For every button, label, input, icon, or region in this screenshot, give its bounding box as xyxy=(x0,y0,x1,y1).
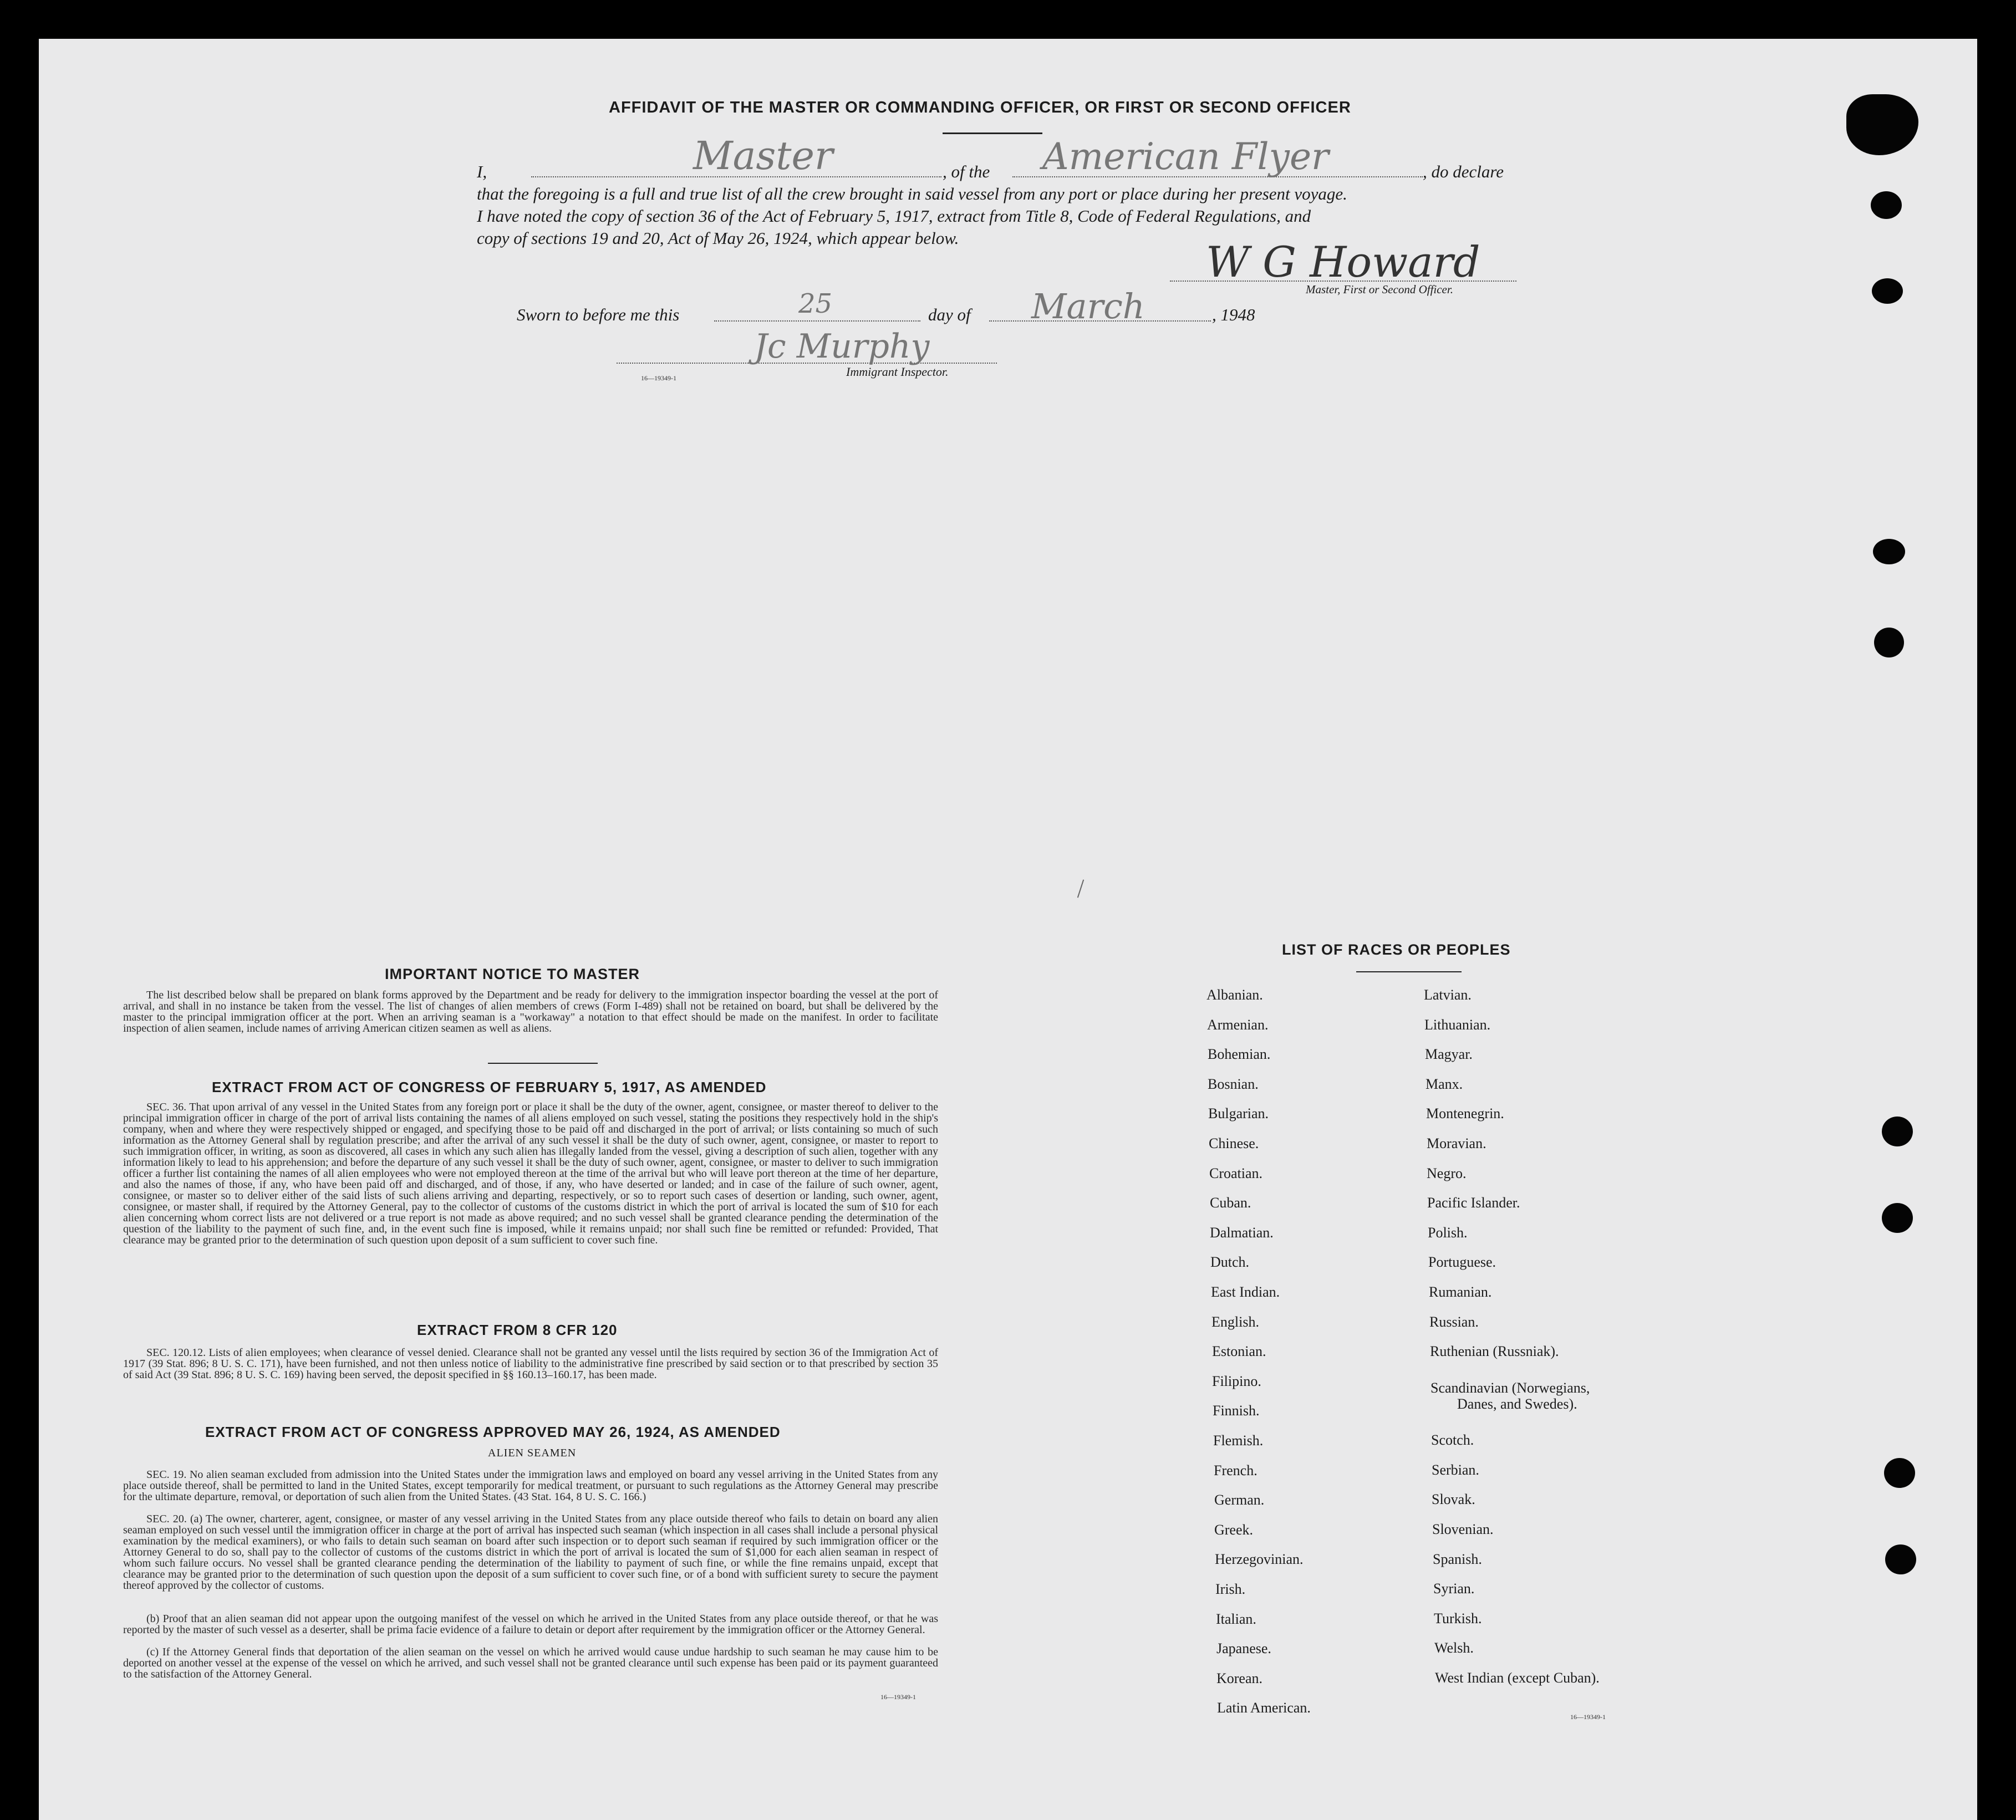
race-item: Bulgarian. xyxy=(1208,1105,1269,1122)
extract-cfr-text: SEC. 120.12. Lists of alien employees; when clearance of vessel denied. Clearance shall not be granted any vessel until the lists required by section 36 of the Immigration Act of 1917 (39 Stat. 896; 8 U. S. C. 171), have been furnished, and not then unless notice of liability to the administrative fine prescribed by said section or to that prescribed by section 35 of said Act (39 Stat. 896; 8 U. S. C. 169) having been served, the deposit specified in §§ 160.13–160.17, has been made. xyxy=(123,1347,938,1381)
race-item: Montenegrin. xyxy=(1426,1105,1504,1122)
race-item: Bosnian. xyxy=(1208,1075,1259,1092)
extract-1917-text: SEC. 36. That upon arrival of any vessel in the United States from any foreign port or place it shall be the duty of the owner, agent, consignee, or master thereof to deliver to the principal immigration officer in charge of the port of arrival lists containing the names of all aliens employed on such vessel, stating the positions they respectively hold in the ship's company, when and where they were respectively shipped or engaged, and specifying those to be paid off and discharged in the port of arrival; or lists containing so much of such information as the Attorney General shall by regulation prescribe; and after the arrival of any such vessel it shall be the duty of such owner, agent, consignee, or master to report to such immigration officer, in writing, as soon as discovered, all cases in which any such alien has illegally landed from the vessel, giving a description of such alien, together with any information likely to lead to his apprehension; and before the departure of any such vessel it shall be the duty of such owner, agent, consignee, or master to deliver to such immigration officer a further list containing the names of all alien employees who were not employed thereon at the time of the arrival but who will leave port thereon at the time of her departure, and also the names of those, if any, who have been paid off and discharged, and of those, if any, who have deserted or landed; and in case of the failure of such owner, agent, consignee, or master so to deliver either of the said lists of such aliens arriving and departing, respectively, or so to report such cases of desertion or landing, such owner, agent, consignee, or master shall, if required by the Attorney General, pay to the collector of customs of the customs district in which the port of arrival is located the sum of $10 for each alien concerning whom correct lists are not delivered or a true report is not made as above required; and no such vessel shall be granted clearance pending the determination of the question of the liability to the payment of such fine, and, in the event such fine is imposed, while it remains unpaid; nor shall such fine be remitted or refunded: Provided, That clearance may be granted prior to the determination of such question upon deposit of a sum sufficient to cover such fine. xyxy=(123,1101,938,1246)
race-item: Herzegovinian. xyxy=(1215,1551,1304,1568)
extract-1924-title: EXTRACT FROM ACT OF CONGRESS APPROVED MAY 26, 1924, AS AMENDED xyxy=(205,1424,781,1440)
day-line xyxy=(714,320,920,322)
affidavit-of-the: , of the xyxy=(943,162,990,181)
races-divider xyxy=(1356,971,1462,972)
race-item: Danes, and Swedes). xyxy=(1457,1396,1577,1412)
punch-hole xyxy=(1874,628,1904,657)
affidavit-body-line: that the foregoing is a full and true list of all the crew brought in said vessel from any port or place during her present voyage. xyxy=(477,184,1347,203)
affidavit-body-line: copy of sections 19 and 20, Act of May 26, 1924, which appear below. xyxy=(477,228,959,248)
race-item: Albanian. xyxy=(1206,987,1263,1003)
race-item: Japanese. xyxy=(1216,1640,1271,1657)
race-item: Syrian. xyxy=(1433,1581,1475,1597)
master-signature: W G Howard xyxy=(1206,237,1480,287)
race-item: Latvian. xyxy=(1424,987,1472,1003)
race-item: East Indian. xyxy=(1211,1284,1280,1300)
section-divider xyxy=(488,1063,598,1064)
race-item: Dutch. xyxy=(1210,1254,1250,1271)
races-title: LIST OF RACES OR PEOPLES xyxy=(1282,941,1511,958)
race-item: German. xyxy=(1214,1492,1265,1508)
race-item: Scandinavian (Norwegians, xyxy=(1430,1380,1590,1396)
race-item: Greek. xyxy=(1214,1521,1254,1538)
race-item: Cuban. xyxy=(1210,1195,1251,1211)
notice-text: The list described below shall be prepared on blank forms approved by the Department and be ready for delivery to the immigration inspector boarding the vessel at the port of arrival, and shall in no instance be taken from the vessel. The list of changes of alien members of crews (Form I-489) shall not be retained on board, but shall be delivered by the master to the principal immigration officer at the port. When an arriving seaman is a "workaway" a notation to that effect should be made on the manifest. In order to facilitate inspection of alien seamen, include names of arriving American citizen seamen as well as aliens. xyxy=(123,989,938,1034)
extract-1924-sec20a: SEC. 20. (a) The owner, charterer, agent, consignee, or master of any vessel arriving in the United States from any place outside thereof who fails to detain on board any alien seaman employed on such vessel until the immigration officer in charge at the port of arrival has inspected such seaman (which inspection in all cases shall include a personal physical examination by the medical examiners), or who fails to detain such seaman on board after such inspection or to deport such seaman if required by such immigration officer or the Attorney General to do so, shall pay to the collector of customs of the customs district in which the port of arrival is located the sum of $1,000 for each alien seaman in respect of whom such failure occurs. No vessel shall be granted clearance pending the determination of the liability to payment of such fine, or while the fine remains unpaid, except that clearance may be granted prior to the determination of such question upon the deposit of a sum sufficient to cover such fine, or of a bond with sufficient surety to secure the payment thereof approved by the collector of customs. xyxy=(123,1513,938,1592)
title-divider xyxy=(943,132,1042,134)
extract-cfr-title: EXTRACT FROM 8 CFR 120 xyxy=(417,1322,618,1338)
race-item: French. xyxy=(1214,1462,1258,1479)
race-item: Pacific Islander. xyxy=(1427,1195,1520,1211)
race-item: Flemish. xyxy=(1213,1432,1264,1449)
sworn-dayof: day of xyxy=(928,305,971,324)
race-item: Bohemian. xyxy=(1208,1046,1271,1063)
name-handwritten: Master xyxy=(693,133,833,179)
vessel-handwritten: American Flyer xyxy=(1042,135,1329,178)
race-item: Armenian. xyxy=(1207,1016,1269,1033)
race-item: West Indian (except Cuban). xyxy=(1435,1670,1600,1686)
race-item: Lithuanian. xyxy=(1424,1016,1491,1033)
form-number: 16—19349-1 xyxy=(1570,1713,1606,1721)
sworn-prefix: Sworn to before me this xyxy=(517,305,680,324)
race-item: Russian. xyxy=(1429,1313,1479,1330)
race-item: Polish. xyxy=(1428,1224,1468,1241)
race-item: Portuguese. xyxy=(1428,1254,1496,1271)
race-item: Negro. xyxy=(1427,1165,1467,1181)
punch-hole xyxy=(1873,539,1905,564)
race-item: Slovak. xyxy=(1432,1491,1475,1508)
affidavit-i: I, xyxy=(477,162,487,181)
punch-hole xyxy=(1882,1117,1913,1146)
race-item: Italian. xyxy=(1216,1610,1256,1627)
inspector-signature: Jc Murphy xyxy=(754,327,930,366)
affidavit-body-line: I have noted the copy of section 36 of the Act of February 5, 1917, extract from Title 8, Code of Federal Regulations, and xyxy=(477,206,1311,226)
race-item: Manx. xyxy=(1426,1075,1463,1092)
race-item: Moravian. xyxy=(1427,1135,1486,1151)
sworn-month: March xyxy=(1031,286,1145,327)
race-item: Scotch. xyxy=(1431,1432,1474,1449)
affidavit-title: AFFIDAVIT OF THE MASTER OR COMMANDING OFFICER, OR FIRST OR SECOND OFFICER xyxy=(609,99,1351,116)
race-item: Spanish. xyxy=(1433,1551,1482,1567)
extract-1917-title: EXTRACT FROM ACT OF CONGRESS OF FEBRUARY 5, 1917, AS AMENDED xyxy=(212,1079,767,1095)
sworn-year: , 1948 xyxy=(1212,305,1255,324)
race-item: Slovenian. xyxy=(1432,1521,1494,1537)
sworn-day: 25 xyxy=(798,288,833,319)
race-item: Serbian. xyxy=(1432,1461,1479,1478)
race-item: Irish. xyxy=(1215,1581,1246,1597)
extract-1924-sec19: SEC. 19. No alien seaman excluded from admission into the United States under the immigration laws and employed on board any vessel arriving in the United States from any place outside thereof, shall be permitted to land in the United States, except temporarily for medical treatment, or pursuant to such regulations as the Attorney General may prescribe for the ultimate departure, removal, or deportation of such alien from the United States. (43 Stat. 164, 8 U. S. C. 166.) xyxy=(123,1469,938,1503)
race-item: Rumanian. xyxy=(1429,1284,1492,1300)
extract-1924-subtitle: ALIEN SEAMEN xyxy=(488,1447,577,1459)
punch-hole xyxy=(1872,278,1903,304)
race-item: English. xyxy=(1211,1313,1259,1330)
race-item: Welsh. xyxy=(1434,1640,1474,1656)
race-item: Finnish. xyxy=(1213,1403,1260,1419)
notice-title: IMPORTANT NOTICE TO MASTER xyxy=(385,966,640,982)
race-item: Croatian. xyxy=(1209,1165,1263,1181)
inspector-caption: Immigrant Inspector. xyxy=(846,365,949,379)
punch-hole xyxy=(1884,1458,1915,1488)
form-number: 16—19349-1 xyxy=(641,374,676,382)
extract-1924-sec20b: (b) Proof that an alien seaman did not appear upon the outgoing manifest of the vessel on which he arrived in the United States from any place outside thereof, or that he was reported by the master of such vessel as a deserter, shall be prima facie evidence of a failure to detain or deport after requirement by the immigration officer or the Attorney General. xyxy=(123,1613,938,1636)
race-item: Magyar. xyxy=(1425,1046,1473,1063)
race-item: Estonian. xyxy=(1212,1343,1266,1360)
punch-hole xyxy=(1882,1203,1913,1233)
affidavit-declare: , do declare xyxy=(1423,162,1504,181)
race-item: Latin American. xyxy=(1217,1700,1311,1716)
punch-hole xyxy=(1885,1544,1916,1574)
extract-1924-sec20c: (c) If the Attorney General finds that deportation of the alien seaman on the vessel on which he arrived would cause undue hardship to such seaman he may cause him to be deported on another vessel at the expense of the vessel on which he arrived, and such vessel shall not be granted clearance until such expense has been paid or its payment guaranteed to the satisfaction of the Attorney General. xyxy=(123,1646,938,1680)
race-item: Chinese. xyxy=(1209,1135,1259,1151)
race-item: Dalmatian. xyxy=(1210,1224,1274,1241)
punch-hole xyxy=(1871,191,1902,219)
form-number: 16—19349-1 xyxy=(880,1693,916,1701)
signature-caption: Master, First or Second Officer. xyxy=(1306,283,1453,296)
race-item: Turkish. xyxy=(1434,1610,1482,1627)
race-item: Korean. xyxy=(1216,1670,1263,1686)
race-item: Ruthenian (Russniak). xyxy=(1430,1343,1559,1360)
race-item: Filipino. xyxy=(1212,1373,1261,1389)
